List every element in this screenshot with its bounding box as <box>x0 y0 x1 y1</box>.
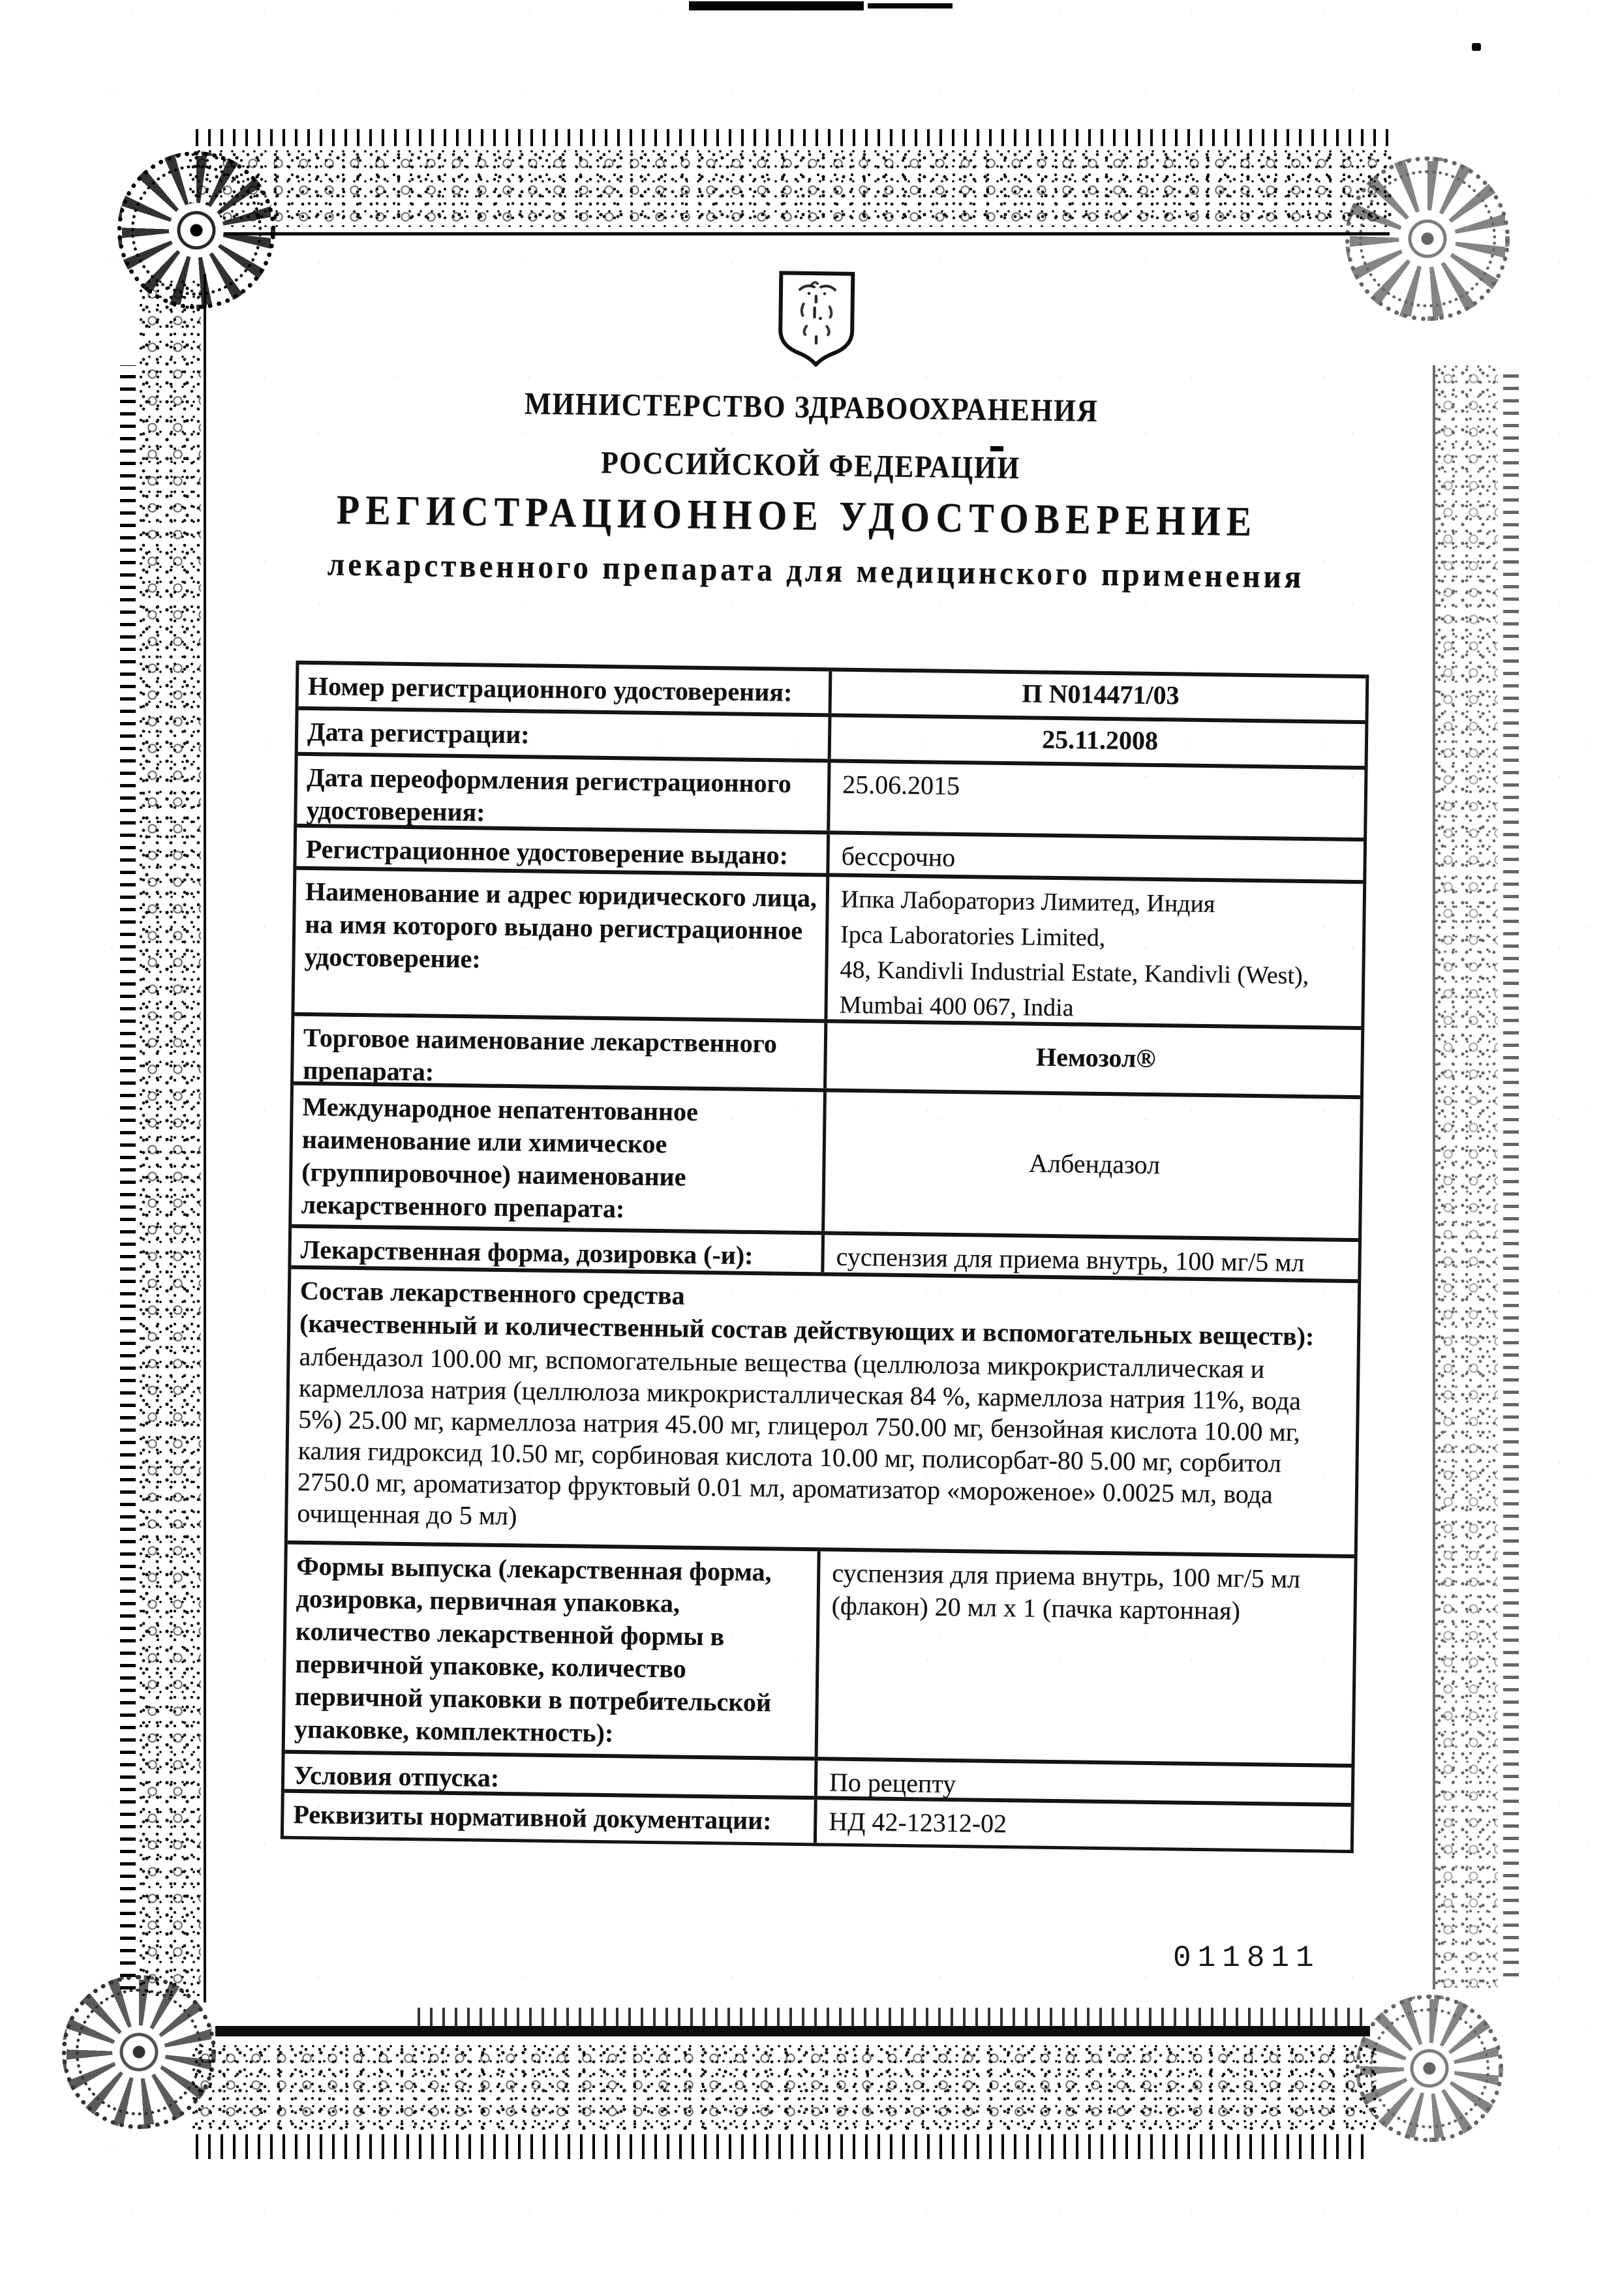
table-row-inn <box>292 1081 1360 1238</box>
table-row-legal-entity <box>294 866 1363 1026</box>
row-label: Лекарственная форма, дозировка (-и): <box>300 1234 754 1270</box>
row-value: По рецепту <box>814 1760 1352 1803</box>
row-label: Номер регистрационного удостоверения: <box>307 671 793 707</box>
russia-coat-of-arms-shield-icon <box>774 269 859 367</box>
row-value: П N014471/03 <box>829 671 1366 720</box>
composition-heading: Состав лекарственного средства (качественный и количественный состав действующих и вспомогательных веществ): <box>299 1275 1315 1352</box>
row-value: 25.06.2015 <box>827 763 1364 838</box>
row-label: Дата переоформления регистрационного удостоверения: <box>306 762 792 827</box>
row-label: Условия отпуска: <box>293 1760 500 1792</box>
certificate-table <box>281 661 1369 1853</box>
row-value: Ипка Лабораториз Лимитед, Индия Ipca Laboratories Limited, 48, Kandivli Industrial Estate, Kandivli (West), Mumbai 400 067, India <box>824 877 1363 1026</box>
composition-cell <box>288 1269 1358 1554</box>
row-value: суспензия для приема внутрь, 100 мг/5 мл <box>821 1235 1358 1279</box>
row-label: Наименование и адрес юридического лица, на имя которого выдано регистрационное удостоверение: <box>304 876 817 974</box>
ministry-header <box>82 369 1540 504</box>
row-label: Реквизиты нормативной документации: <box>293 1799 772 1835</box>
table-row-composition <box>288 1265 1358 1554</box>
row-value: 25.11.2008 <box>828 717 1365 766</box>
row-value: суспензия для приема внутрь, 100 мг/5 мл (флакон) 20 мл х 1 (пачка картонная) <box>815 1551 1354 1764</box>
composition-text: албендазол 100.00 мг, вспомогательные вещества (целлюлоза микрокристаллическая и кармеллоза натрия (целлюлоза микрокристаллическая 84 %, кармеллоза натрия 11%, вода 5%) 25.00 мг, кармеллоза натрия 45.00 мг, глицерол 750.00 мг, бензойная кислота 10.00 мг, калия гидроксид 10.50 мг, сорбиновая кислота 10.00 мг, полисорбат-80 5.00 мг, сорбитол 2750.0 мг, ароматизатор фруктовый 0.01 мл, ароматизатор «мороженое» 0.0025 мл, вода очищенная до 5 мл) <box>297 1341 1302 1531</box>
row-label: Дата регистрации: <box>307 716 530 749</box>
row-label: Международное непатентованное наименование или химическое (группировочное) наименование лекарственного препарата: <box>301 1091 699 1224</box>
row-label: Торговое наименование лекарственного препарата: <box>303 1022 778 1087</box>
row-value: Албендазол <box>821 1092 1360 1238</box>
ministry-line1: МИНИСТЕРСТВО ЗДРАВООХРАНЕНИЯ <box>524 386 1099 429</box>
serial-number-stamp: 011811 <box>1173 1941 1320 1975</box>
ministry-line2: РОССИЙСКОЙ ФЕДЕРАЦИИ <box>600 445 1021 486</box>
table-row-trade-name <box>294 1012 1361 1095</box>
document-subtitle: лекарственного препарата для медицинского применения <box>327 545 1305 595</box>
table-row-reissue-date <box>297 752 1364 838</box>
row-value: бессрочно <box>826 834 1364 880</box>
document-title: РЕГИСТРАЦИОННОЕ УДОСТОВЕРЕНИЕ <box>336 486 1258 545</box>
row-label: Формы выпуска (лекарственная форма, дозировка, первичная упаковка, количество лекарственной формы в первичной упаковке, количество первичной упаковки в потребительской упаковке, комплектность): <box>294 1550 772 1748</box>
row-value: НД 42-12312-02 <box>814 1800 1351 1850</box>
row-label: Регистрационное удостоверение выдано: <box>305 834 789 870</box>
row-value: Немозол® <box>823 1023 1361 1095</box>
table-row-release-forms <box>285 1541 1354 1764</box>
